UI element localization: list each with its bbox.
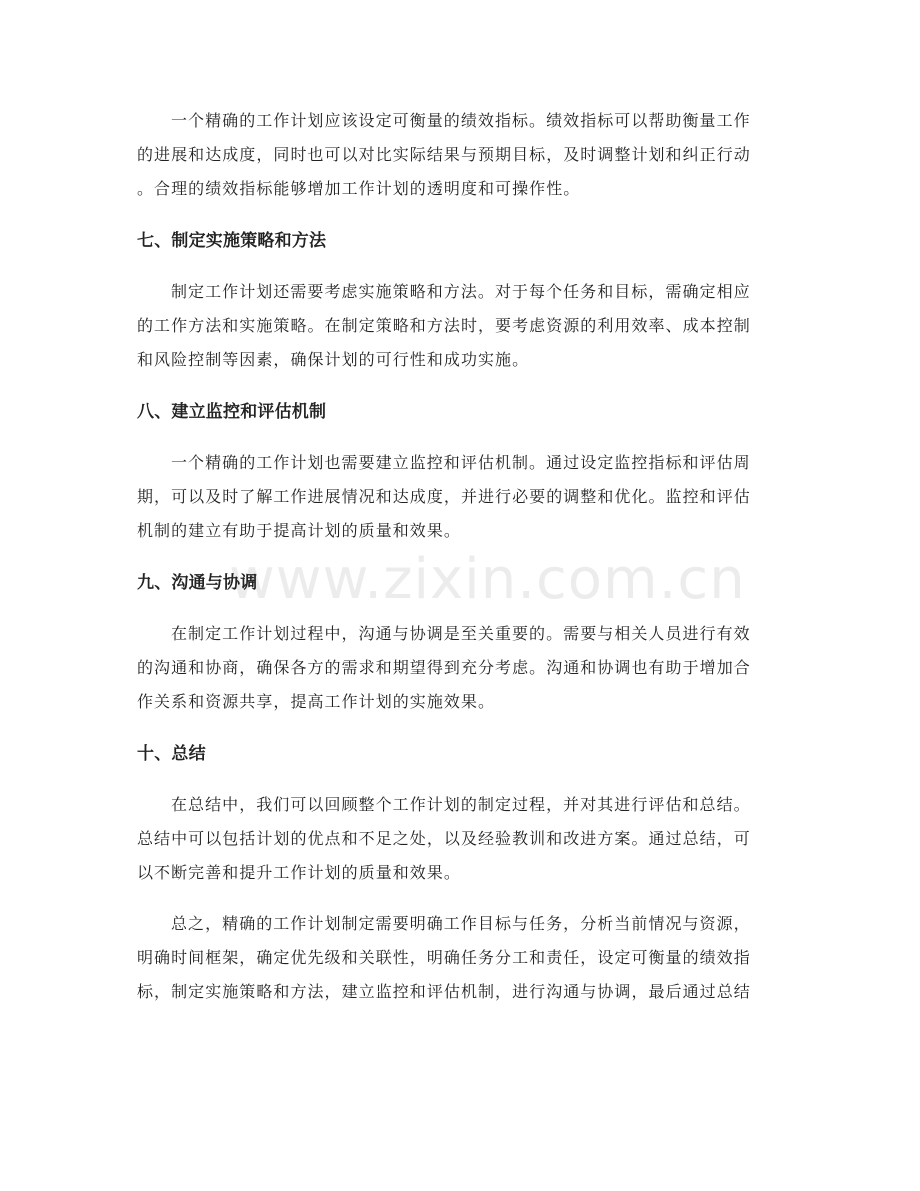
paragraph-line: 一个精确的工作计划也需要建立监控和评估机制。通过设定监控指标和评估周: [171, 453, 751, 472]
paragraph-line: 的进展和达成度，同时也可以对比实际结果与预期目标，及时调整计划和纠正行动: [137, 145, 751, 164]
section-paragraph-9: [137, 617, 785, 719]
paragraph-line: 机制的建立有助于提高计划的质量和效果。: [137, 521, 461, 540]
paragraph-line: 。合理的绩效指标能够增加工作计划的透明度和可操作性。: [137, 179, 581, 198]
paragraph-line: 总结中可以包括计划的优点和不足之处，以及经验教训和改进方案。通过总结，可: [137, 829, 751, 848]
paragraph-line: 一个精确的工作计划应该设定可衡量的绩效指标。绩效指标可以帮助衡量工作: [171, 111, 751, 130]
paragraph-line: 明确时间框架，确定优先级和关联性，明确任务分工和责任，设定可衡量的绩效指: [137, 948, 751, 967]
section-heading-8: 八、建立监控和评估机制: [137, 402, 327, 422]
section-paragraph-10: [137, 788, 785, 890]
paragraph-line: 的工作方法和实施策略。在制定策略和方法时，要考虑资源的利用效率、成本控制: [137, 316, 751, 335]
paragraph-line: 期，可以及时了解工作进展情况和达成度，并进行必要的调整和优化。监控和评估: [137, 487, 751, 506]
paragraph-line: 在总结中，我们可以回顾整个工作计划的制定过程，并对其进行评估和总结。: [171, 795, 751, 814]
section-heading-7: 七、制定实施策略和方法: [137, 231, 327, 251]
section-heading-10: 十、总结: [137, 744, 206, 764]
section-paragraph-7: [137, 275, 785, 377]
intro-paragraph: [137, 104, 785, 206]
section-paragraph-8: [137, 446, 785, 548]
paragraph-line: 以不断完善和提升工作计划的质量和效果。: [137, 863, 461, 882]
paragraph-line: 和风险控制等因素，确保计划的可行性和成功实施。: [137, 350, 530, 369]
watermark-text: www.zixin.com.cn: [229, 547, 746, 612]
paragraph-line: 标，制定实施策略和方法，建立监控和评估机制，进行沟通与协调，最后通过总结: [137, 982, 751, 1001]
paragraph-line: 的沟通和协商，确保各方的需求和期望得到充分考虑。沟通和协调也有助于增加合: [137, 658, 751, 677]
paragraph-line: 在制定工作计划过程中，沟通与协调是至关重要的。需要与相关人员进行有效: [171, 624, 751, 643]
paragraph-line: 作关系和资源共享，提高工作计划的实施效果。: [137, 692, 496, 711]
paragraph-line: 制定工作计划还需要考虑实施策略和方法。对于每个任务和目标，需确定相应: [171, 282, 751, 301]
section-heading-9: 九、沟通与协调: [137, 573, 258, 593]
paragraph-line: 总之，精确的工作计划制定需要明确工作目标与任务，分析当前情况与资源，: [171, 914, 751, 933]
closing-paragraph: [137, 907, 785, 1009]
document-body: [137, 104, 785, 1009]
